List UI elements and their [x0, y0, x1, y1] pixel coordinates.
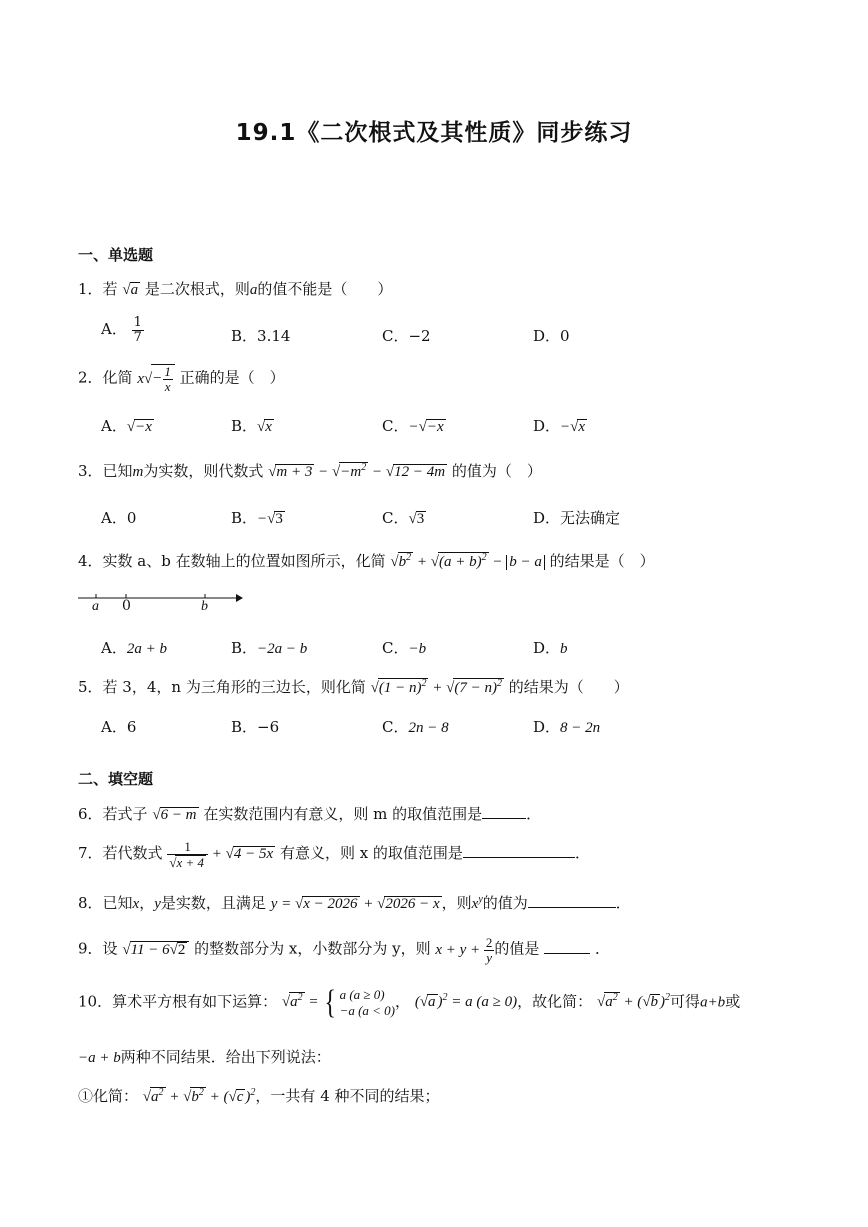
expr-q9-sum: x + y + $\frac{2}{y}$ — [435, 935, 493, 965]
expr-x-sqrt-neg-inv-x: x√− $\frac{1}{x}$ — [137, 371, 175, 387]
expr-q10-square: (√a )$^2$ = a (a ≥ 0) — [414, 992, 518, 1011]
question-1: 1．若 √a 是二次根式，则a的值不能是（ ） — [78, 280, 393, 298]
q5-option-b[interactable]: B．−6 — [231, 718, 280, 736]
expr-q6: √6 − m — [152, 807, 197, 823]
question-9: 9．设 √11 − 6√2 的整数部分为 x，小数部分为 y，则 x + y + $\frac{2}{y}$ 的值是 ． — [78, 935, 611, 965]
q5-option-d[interactable]: D．8 − 2n — [533, 718, 601, 736]
expr-q10-definition: $√a^2$ = { a (a ≥ 0) −a (a < 0) — [281, 984, 396, 1021]
answer-blank-7[interactable] — [463, 843, 575, 858]
q5-option-c[interactable]: C．2n − 8 — [382, 718, 449, 736]
q3-option-b[interactable]: B．−√3 — [231, 509, 283, 527]
q3-option-c[interactable]: C．√3 — [382, 509, 425, 527]
q2-option-a[interactable]: A．√−x — [101, 417, 152, 435]
q3-option-a[interactable]: A．0 — [101, 509, 137, 527]
answer-blank-8[interactable] — [528, 893, 616, 908]
fraction-one-seventh: $\frac{1}{7}$ — [133, 315, 142, 345]
answer-blank-9[interactable] — [544, 939, 590, 954]
q2-option-b[interactable]: B．√x — [231, 417, 272, 435]
q4-option-c[interactable]: C．−b — [382, 639, 427, 657]
expr-q5: $√(1 - n)^2 + √(7 - n)^2$ — [370, 678, 502, 696]
expr-q8: y = √x − 2026 + √2026 − x — [270, 896, 440, 912]
question-2: 2．化简 x√− $\frac{1}{x}$ 正确的是（ ） — [78, 364, 285, 394]
section-heading-fill-blank: 二、填空题 — [78, 770, 154, 788]
expr-q10-statement-1: $√a^2 + √b^2 + (√c$ )$^2$ — [142, 1087, 256, 1105]
question-4: 4．实数 a、b 在数轴上的位置如图所示，化简 $√b^2 + √(a + b)^2 - b - a$ 的结果是（ ） — [78, 552, 655, 570]
q2-option-c[interactable]: C．−√−x — [382, 417, 444, 435]
q4-option-b[interactable]: B．−2a − b — [231, 639, 308, 657]
question-10: 10．算术平方根有如下运算： $√a^2$ = { a (a ≥ 0) −a (a < 0) ， (√a )$^2$ = a (a ≥ 0)，故化简： $√a^2 + (√b$ )$^2$可得a+b或 — [78, 984, 741, 1021]
page-title: 19.1《二次根式及其性质》同步练习 — [235, 120, 633, 146]
axis-label-b: b — [201, 599, 208, 614]
q5-option-a[interactable]: A．6 — [101, 718, 137, 736]
question-5: 5．若 3，4，n 为三角形的三边长，则化简 $√(1 - n)^2 + √(7 - n)^2$ 的结果为（ ） — [78, 678, 629, 696]
question-8: 8．已知x，y是实数，且满足 y = √x − 2026 + √2026 − x ，则$x^y$的值为 ． — [78, 894, 631, 912]
number-line — [78, 590, 243, 616]
sqrt-a: √a — [122, 282, 139, 298]
q1-option-b[interactable]: B．3.14 — [231, 327, 291, 345]
section-heading-single-choice: 一、单选题 — [78, 246, 154, 264]
question-7: 7．若代数式 $\frac{1}{√x + 4}$ + √4 − 5x 有意义，则 x 的取值范围是 ． — [78, 839, 590, 870]
expr-q7: $\frac{1}{√x + 4}$ + √4 − 5x — [169, 839, 274, 870]
q3-option-d[interactable]: D．无法确定 — [533, 509, 621, 527]
q1-option-d[interactable]: D．0 — [533, 327, 570, 345]
q4-option-d[interactable]: D．b — [533, 639, 568, 657]
question-3: 3．已知m为实数，则代数式 $√m + 3 - √-m^2 - √12 - 4m$ 的值为（ ） — [78, 462, 542, 480]
answer-blank-6[interactable] — [482, 804, 526, 819]
expr-q10-simplify: $√a^2 + (√b$ )$^2$ — [596, 992, 671, 1011]
q1-option-c[interactable]: C．−2 — [382, 327, 431, 345]
expr-q4: $√b^2 + √(a + b)^2 - b - a$ — [390, 554, 544, 570]
number-line-arrow — [236, 594, 243, 602]
axis-label-zero: 0 — [122, 598, 131, 614]
question-6: 6．若式子 √6 − m 在实数范围内有意义，则 m 的取值范围是 ． — [78, 805, 542, 823]
q2-option-d[interactable]: D．−√x — [533, 417, 586, 435]
expr-q9: √11 − 6√2 — [122, 942, 189, 958]
question-10-line-2: −a + b两种不同结果．给出下列说法： — [78, 1048, 331, 1066]
q4-option-a[interactable]: A．2a + b — [101, 639, 167, 657]
q1-option-a[interactable]: A． $\frac{1}{7}$ — [101, 315, 142, 345]
axis-label-a: a — [92, 599, 99, 614]
question-10-statement-1: ①化简： $√a^2 + √b^2 + (√c$ )$^2$，一共有 4 种不同的结果； — [78, 1087, 440, 1105]
expr-q3: $√m + 3 - √-m^2 - √12 - 4m$ — [268, 462, 446, 480]
